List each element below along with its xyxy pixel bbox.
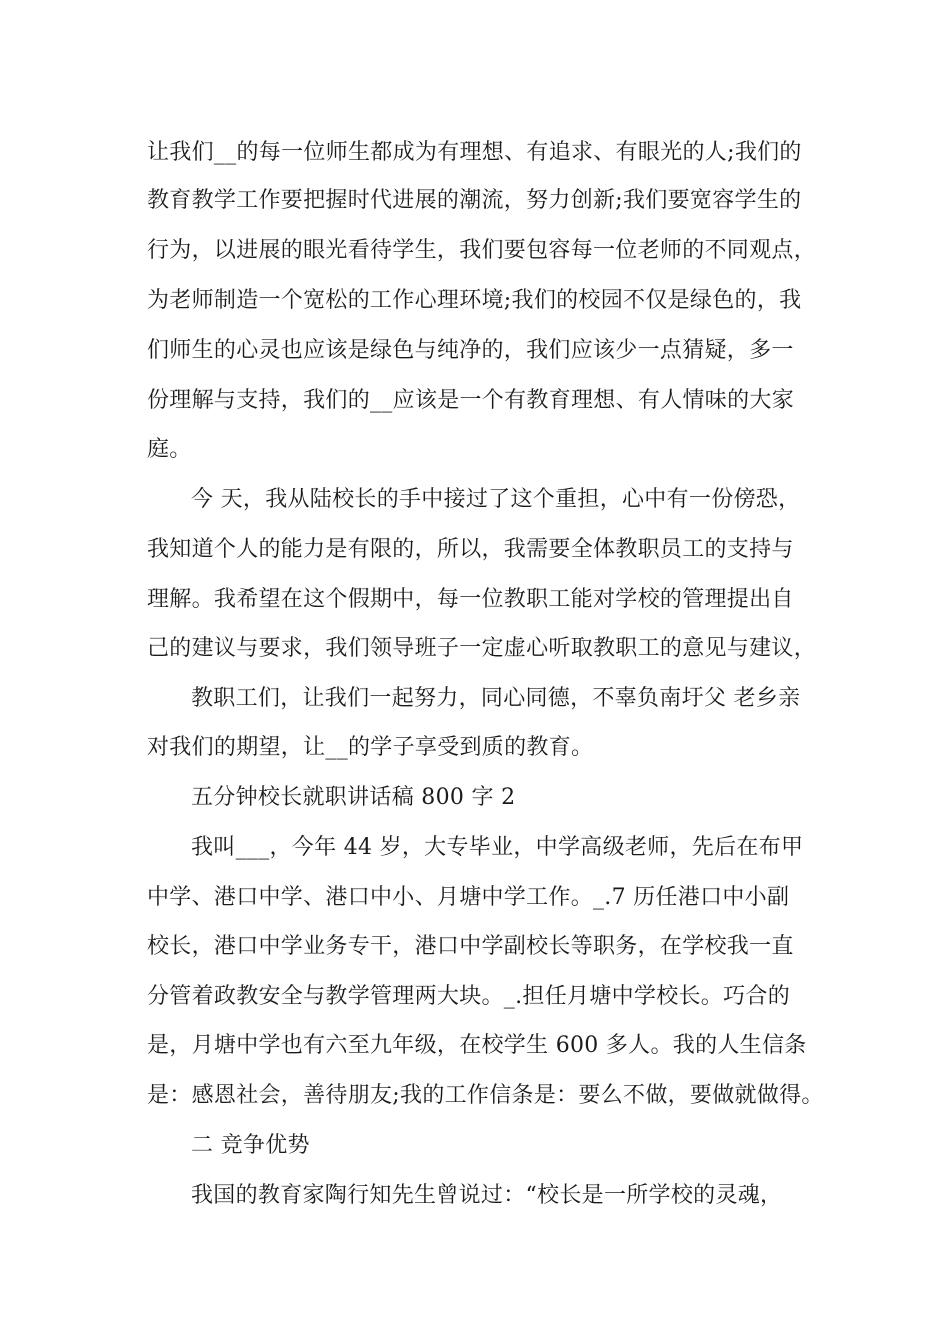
text-line: 我叫___，今年 44 岁，大专毕业，中学高级老师，先后在布甲 [191,835,804,860]
text-line: 们师生的心灵也应该是绿色与纯净的，我们应该少一点猜疑，多一 [147,338,794,363]
text-line: 分管着政教安全与教学管理两大块。_.担任月塘中学校长。巧合的 [147,984,790,1009]
text-line: 今 天，我从陆校长的手中接过了这个重担，心中有一份傍恐， [191,487,801,512]
section-heading: 二 竞争优势 [191,1133,310,1158]
text-line: 教育教学工作要把握时代进展的潮流，努力创新;我们要宽容学生的 [147,188,802,213]
text-line: 己的建议与要求，我们领导班子一定虚心听取教职工的意见与建议， [147,636,817,661]
text-line: 庭。 [147,437,192,462]
text-line: 理解。我希望在这个假期中，每一位教职工能对学校的管理提出自 [147,587,794,612]
text-line: 我国的教育家陶行知先生曾说过：“校长是一所学校的灵魂， [191,1183,783,1208]
text-line: 是，月塘中学也有六至九年级，在校学生 600 多人。我的人生信条 [147,1033,807,1058]
text-line: 中学、港口中学、港口中小、月塘中学工作。_.7 历任港口中小副 [147,885,790,910]
text-line: 校长，港口中学业务专干，港口中学副校长等职务，在学校我一直 [147,934,794,959]
text-line: 为老师制造一个宽松的工作心理环境;我们的校园不仅是绿色的，我 [147,288,802,313]
text-line: 是：感恩社会，善待朋友;我的工作信条是：要么不做，要做就做得。 [147,1083,824,1108]
text-line: 我知道个人的能力是有限的，所以，我需要全体教职员工的支持与 [147,537,794,562]
section-heading: 五分钟校长就职讲话稿 800 字 2 [191,785,516,810]
text-line: 教职工们，让我们一起努力，同心同德，不辜负南圩父 老乡亲 [191,686,801,711]
text-line: 对我们的期望，让__的学子享受到质的教育。 [147,735,594,760]
text-line: 份理解与支持，我们的__应该是一个有教育理想、有人情味的大家 [147,388,795,413]
text-line: 让我们__的每一位师生都成为有理想、有追求、有眼光的人;我们的 [147,140,802,165]
text-line: 行为，以进展的眼光看待学生，我们要包容每一位老师的不同观点， [147,238,817,263]
